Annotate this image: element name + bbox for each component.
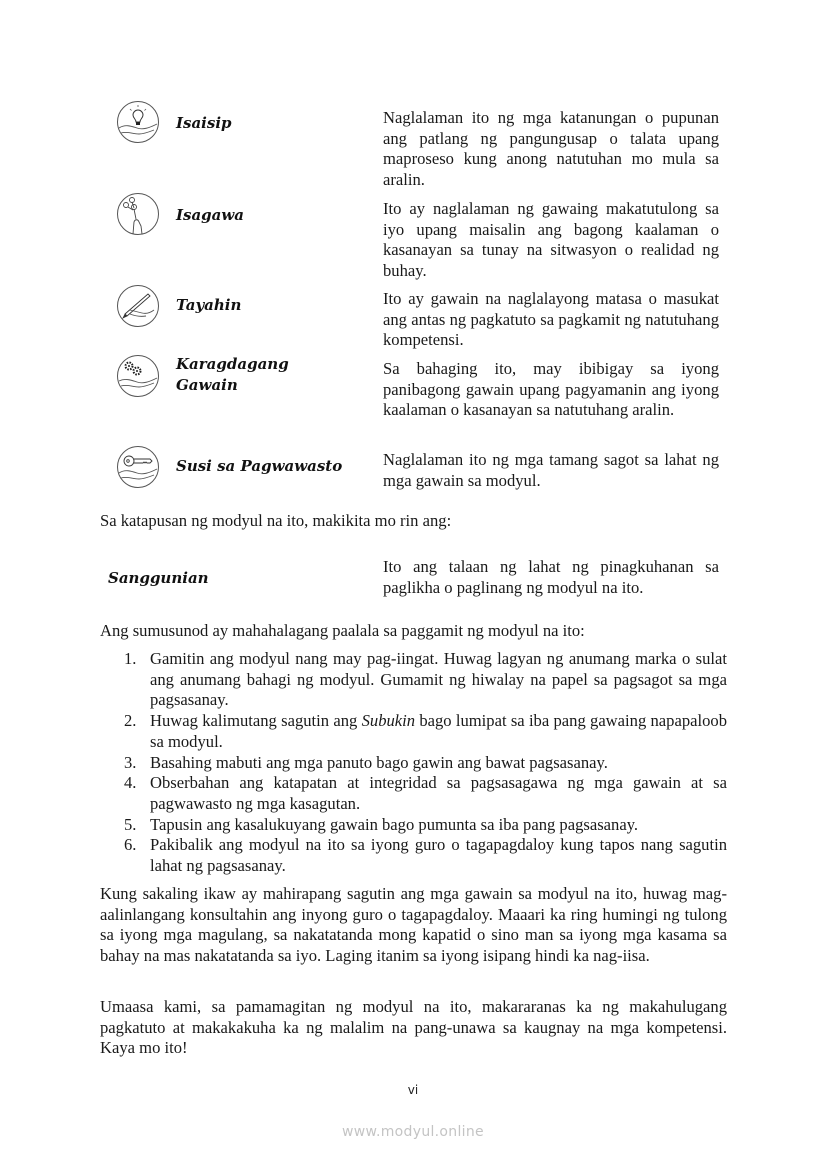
section-description: Ito ay naglalaman ng gawaing makatutulong sa iyo upang maisalin ang bagong kaalaman o kasanayan sa tunay na sitwasyon o realidad ng buhay. (383, 199, 719, 280)
list-item: 1. Gamitin ang modyul nang may pag-iingat. Huwag lagyan ng anumang marka o sulat ang anumang bahagi ng modyul. Gumamit ng hiwalay na papel sa pagsagot sa mga pagsasanay. (124, 649, 727, 710)
reminders-intro-text: Ang sumusunod ay mahahalagang paalala sa paggamit ng modyul na ito: (100, 621, 585, 640)
section-label-line2: Gawain (176, 376, 238, 394)
section-label: Isaisip (176, 114, 232, 132)
section-description: Sa bahaging ito, may ibibigay sa iyong panibagong gawain upang pagyamanin ang iyong kaalaman o kasanayan sa natutuhang aralin. (383, 359, 719, 420)
closing-paragraph: Umaasa kami, sa pamamagitan ng modyul na ito, makararanas ka ng makahulugang pagkatuto at makakakuha ka ng malalim na pang-unawa sa kaugnay na mga kompetensi. Kaya mo ito! (100, 997, 727, 1058)
key-hand-icon (116, 445, 160, 489)
section-label: Sanggunian (108, 569, 209, 587)
list-item: 2. Huwag kalimutang sagutin ang Subukin bago lumipat sa iba pang gawaing napapaloob sa modyul. (124, 711, 728, 751)
help-paragraph: Kung sakaling ikaw ay mahirapang sagutin ang mga gawain sa modyul na ito, huwag mag-aalinlangang konsultahin ang inyong guro o tagapagdaloy. Maaari ka ring humingi ng tulong sa iyong mga magulang, sa nakatatanda mong kapatid o sino man sa iyong mga kasama sa bahay na mas nakatatanda sa iyo. Laging itanim sa iyong isipang hindi ka nag-iisa. (100, 884, 727, 966)
subukin-emphasis: Subukin (361, 711, 416, 731)
section-label-line1: Karagdagang (176, 355, 289, 373)
section-label (176, 354, 366, 396)
list-item: 3. Basahing mabuti ang mga panuto bago gawin ang bawat pagsasanay. (124, 752, 608, 772)
section-description: Naglalaman ito ng mga katanungan o pupunan ang patlang ng pangungusap o talata upang maproseso kung anong natutuhan mo mula sa aralin. (383, 108, 719, 189)
section-label: Tayahin (176, 296, 242, 314)
list-item: 4. Obserbahan ang katapatan at integridad sa pagsasagawa ng mga gawain at sa pagwawasto ng mga kasagutan. (124, 773, 727, 813)
section-description: Ito ang talaan ng lahat ng pinagkuhanan sa paglikha o paglinang ng modyul na ito. (383, 557, 719, 597)
end-intro-text: Sa katapusan ng modyul na ito, makikita mo rin ang: (100, 511, 452, 530)
flower-hand-icon (116, 192, 160, 236)
reminders-list (100, 649, 727, 877)
list-item: 6. Pakibalik ang modyul na ito sa iyong guro o tagapagdaloy kung tapos nang sagutin lahat ng pagsasanay. (124, 835, 727, 876)
gears-hand-icon (116, 354, 160, 398)
list-item: 5. Tapusin ang kasalukuyang gawain bago pumunta sa iba pang pagsasanay. (124, 814, 639, 834)
writing-hand-icon (116, 284, 160, 328)
page-number: vi (407, 1083, 419, 1097)
section-description: Naglalaman ito ng mga tamang sagot sa lahat ng mga gawain sa modyul. (383, 450, 719, 490)
section-label: Susi sa Pagwawasto (176, 457, 343, 475)
watermark: www.modyul.online (342, 1124, 484, 1140)
section-description: Ito ay gawain na naglalayong matasa o masukat ang antas ng pagkatuto sa pagkamit ng natutuhang kompetensi. (383, 289, 719, 350)
lightbulb-hand-icon (116, 100, 160, 144)
section-label: Isagawa (176, 206, 245, 224)
